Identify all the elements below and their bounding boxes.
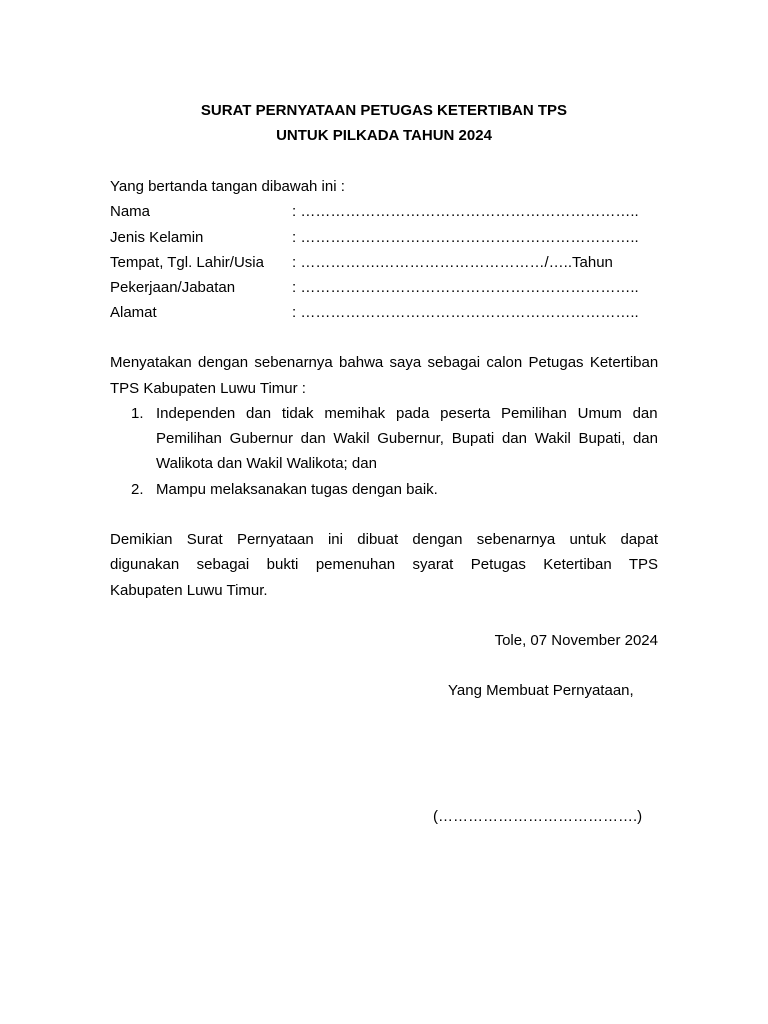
- statement-line-2: TPS Kabupaten Luwu Timur :: [110, 380, 306, 397]
- document-title-line-2: UNTUK PILKADA TAHUN 2024: [276, 127, 492, 144]
- field-value-tempat-tgl-lahir: : …………….……………………………/…..Tahun: [292, 254, 613, 271]
- list-item-1-line-2: Pemilihan Gubernur dan Wakil Gubernur, Bupati dan Wakil Bupati, dan: [156, 430, 658, 447]
- signer-label: Yang Membuat Pernyataan,: [448, 682, 634, 699]
- list-item-1-line-3: Walikota dan Wakil Walikota; dan: [156, 455, 377, 472]
- field-label-nama: Nama: [110, 203, 151, 220]
- document-date: Tole, 07 November 2024: [494, 632, 658, 649]
- closing-line-2: digunakan sebagai bukti pemenuhan syarat Petugas Ketertiban TPS: [110, 556, 659, 573]
- list-item-2-line-1: Mampu melaksanakan tugas dengan baik.: [156, 481, 438, 498]
- list-number-1: 1.: [131, 405, 144, 422]
- list-number-2: 2.: [131, 481, 144, 498]
- field-label-pekerjaan: Pekerjaan/Jabatan: [110, 279, 236, 296]
- field-value-pekerjaan: : …………………………………………………………..: [292, 279, 639, 296]
- signature-line: (………………………………….): [433, 808, 643, 825]
- field-label-alamat: Alamat: [110, 304, 157, 321]
- document-title-line-1: SURAT PERNYATAAN PETUGAS KETERTIBAN TPS: [200, 102, 568, 119]
- closing-line-1: Demikian Surat Pernyataan ini dibuat dengan sebenarnya untuk dapat: [110, 531, 658, 548]
- closing-line-3: Kabupaten Luwu Timur.: [110, 582, 268, 599]
- field-label-jenis-kelamin: Jenis Kelamin: [110, 229, 204, 246]
- field-value-jenis-kelamin: : …………………………………………………………..: [292, 229, 639, 246]
- list-item-1-line-1: Independen dan tidak memihak pada peserta Pemilihan Umum dan: [156, 405, 658, 422]
- field-value-nama: : …………………………………………………………..: [292, 203, 639, 220]
- statement-line-1: Menyatakan dengan sebenarnya bahwa saya sebagai calon Petugas Ketertiban: [110, 354, 659, 371]
- intro-text: Yang bertanda tangan dibawah ini :: [110, 178, 345, 195]
- field-value-alamat: : …………………………………………………………..: [292, 304, 639, 321]
- field-label-tempat-tgl-lahir: Tempat, Tgl. Lahir/Usia: [110, 254, 264, 271]
